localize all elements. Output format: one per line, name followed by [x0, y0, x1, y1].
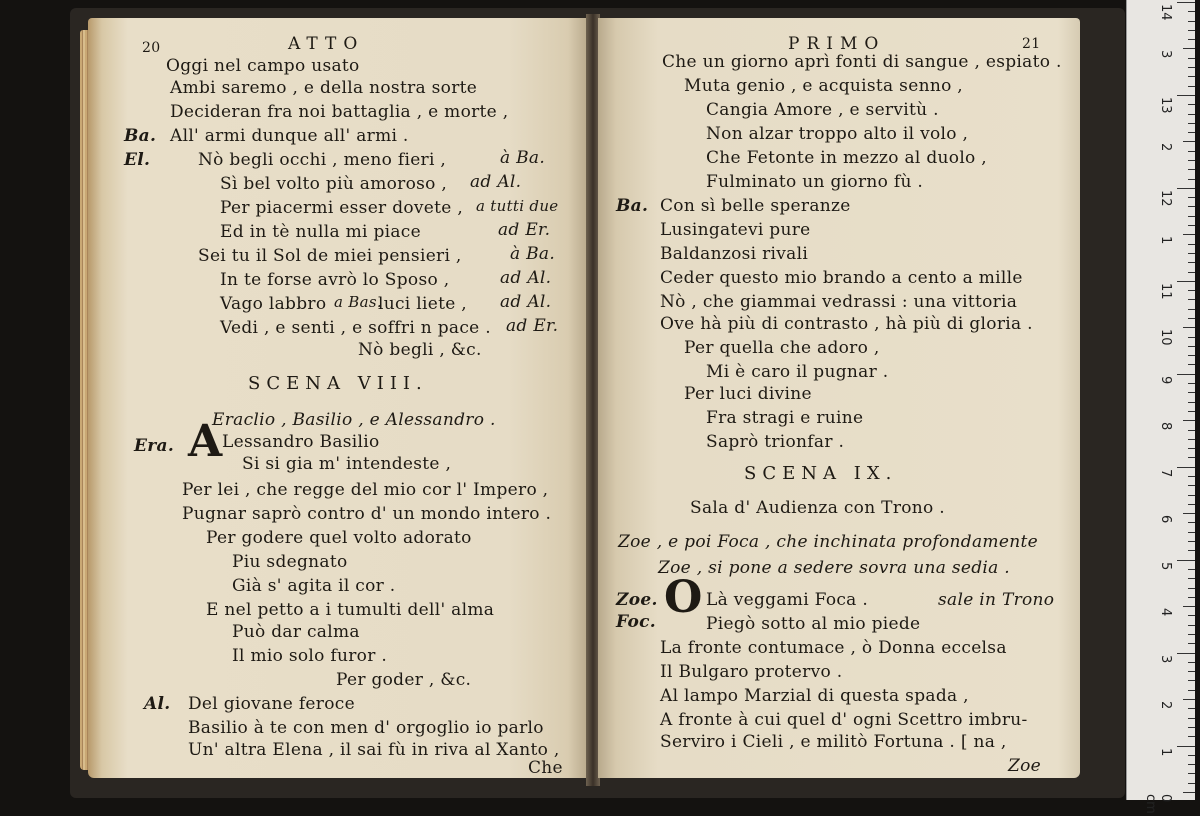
verse-line: Per goder , &c. — [336, 670, 472, 690]
ruler-tick — [1188, 764, 1195, 765]
ruler-tick — [1183, 234, 1195, 235]
speaker-label: Al. — [144, 694, 171, 714]
ruler-tick — [1188, 643, 1195, 644]
ruler-tick — [1188, 132, 1195, 133]
ruler-tick — [1188, 39, 1195, 40]
ruler-tick — [1177, 188, 1195, 189]
ruler-tick — [1188, 114, 1195, 115]
verse-line: In te forse avrò lo Sposo , — [220, 270, 450, 290]
ruler-tick — [1188, 522, 1195, 523]
ruler-tick — [1188, 755, 1195, 756]
ruler-number: 8 — [1158, 422, 1173, 431]
ruler-tick — [1188, 67, 1195, 68]
ruler-tick — [1177, 374, 1195, 375]
ruler-number: 1 — [1158, 747, 1173, 756]
ruler-tick — [1188, 309, 1195, 310]
ruler-tick — [1188, 253, 1195, 254]
verse-line: Decideran fra noi battaglia , e morte , — [170, 102, 509, 122]
ruler-tick — [1188, 457, 1195, 458]
verse-line: All' armi dunque all' armi . — [170, 126, 409, 146]
ruler-tick — [1188, 346, 1195, 347]
verse-line: Piegò sotto al mio piede — [706, 614, 921, 634]
verse-line: Ambi saremo , e della nostra sorte — [170, 78, 478, 98]
ruler-tick — [1188, 736, 1195, 737]
ruler-tick — [1183, 141, 1195, 142]
verse-line: Là veggami Foca . — [706, 590, 869, 610]
verse-line: Baldanzosi rivali — [660, 244, 809, 264]
verse-line: Per quella che adoro , — [684, 338, 880, 358]
ruler-tick — [1188, 402, 1195, 403]
stage-direction: à Ba. — [500, 148, 546, 168]
ruler-tick — [1188, 151, 1195, 152]
ruler-tick — [1188, 392, 1195, 393]
verse-line: Per piacermi esser dovete , — [220, 198, 464, 218]
ruler-number: 10 — [1158, 329, 1173, 346]
page-number: 21 — [1022, 36, 1041, 52]
ruler-tick — [1188, 123, 1195, 124]
verse-line: Serviro i Cieli , e militò Fortuna . [ na , — [660, 732, 1007, 752]
ruler-tick — [1188, 206, 1195, 207]
verse-line: Non alzar troppo alto il volo , — [706, 124, 969, 144]
ruler-tick — [1188, 355, 1195, 356]
ruler-tick — [1183, 699, 1195, 700]
speaker-label: Zoe. — [616, 590, 658, 610]
ruler-number: 12 — [1158, 189, 1173, 207]
verse-line: Che un giorno aprì fonti di sangue , espiato . — [662, 52, 1062, 72]
measuring-ruler — [1126, 0, 1195, 814]
verse-line: luci liete , — [378, 294, 467, 314]
ruler-tick — [1188, 680, 1195, 681]
verse-line: Sei tu il Sol de miei pensieri , — [198, 246, 462, 266]
verse-line: A fronte à cui quel d' ogni Scettro imbru- — [660, 710, 1028, 730]
speaker-label: Ba. — [124, 126, 157, 146]
ruler-tick — [1188, 225, 1195, 226]
verse-line: Al lampo Marzial di questa spada , — [660, 686, 969, 706]
verse-line: Vago labbro — [220, 294, 327, 314]
ruler-number: 4 — [1158, 608, 1173, 617]
drop-cap: O — [664, 572, 703, 623]
speaker-label: Era. — [134, 436, 175, 456]
stage-direction: ad Al. — [470, 172, 522, 192]
verse-line: Nò begli , &c. — [358, 340, 482, 360]
ruler-tick — [1188, 318, 1195, 319]
verse-line: Lusingatevi pure — [660, 220, 811, 240]
verse-line: Vedi , e senti , e soffri n pace . — [220, 318, 491, 338]
verse-line: Ceder questo mio brando a cento a mille — [660, 268, 1023, 288]
ruler-tick — [1188, 411, 1195, 412]
verse-line: Il Bulgaro protervo . — [660, 662, 843, 682]
ruler-tick — [1188, 495, 1195, 496]
ruler-tick — [1188, 11, 1195, 12]
ruler-tick — [1183, 420, 1195, 421]
ruler-tick — [1188, 690, 1195, 691]
verse-line: Saprò trionfar . — [706, 432, 845, 452]
ruler-tick — [1188, 448, 1195, 449]
stage-direction: a tutti due — [476, 197, 559, 215]
ruler-tick — [1188, 541, 1195, 542]
ruler-number: 0 cm — [1143, 794, 1173, 814]
scene-characters: Eraclio , Basilio , e Alessandro . — [212, 410, 496, 430]
stage-direction: Zoe , e poi Foca , che inchinata profondamente — [618, 532, 1038, 552]
running-head: ATTO — [288, 34, 365, 54]
scene-setting: Sala d' Audienza con Trono . — [690, 498, 945, 518]
verse-line: Un' altra Elena , il sai fù in riva al Xanto , — [188, 740, 560, 760]
ruler-tick — [1177, 2, 1195, 3]
speaker-label: Ba. — [616, 196, 649, 216]
verse-line: Ed in tè nulla mi piace — [220, 222, 421, 242]
ruler-number: 1 — [1158, 236, 1173, 245]
verse-line: Per luci divine — [684, 384, 812, 404]
ruler-number: 14 — [1158, 4, 1173, 21]
ruler-tick — [1188, 216, 1195, 217]
ruler-tick — [1188, 262, 1195, 263]
ruler-tick — [1188, 615, 1195, 616]
verse-line: Fulminato un giorno fù . — [706, 172, 924, 192]
ruler-tick — [1188, 476, 1195, 477]
verse-line: Nò , che giammai vedrassi : una vittoria — [660, 292, 1018, 312]
speaker-label: Foc. — [616, 612, 656, 632]
ruler-tick — [1188, 504, 1195, 505]
verse-line: Cangia Amore , e servitù . — [706, 100, 939, 120]
stage-direction: Zoe , si pone a sedere sovra una sedia . — [658, 558, 1010, 578]
ruler-tick — [1183, 513, 1195, 514]
ruler-tick — [1183, 48, 1195, 49]
ruler-tick — [1188, 625, 1195, 626]
stage-direction: à Ba. — [510, 244, 556, 264]
drop-cap: A — [188, 416, 223, 467]
ruler-tick — [1188, 364, 1195, 365]
ruler-tick — [1188, 773, 1195, 774]
ruler-tick — [1188, 578, 1195, 579]
ruler-number: 3 — [1158, 654, 1173, 663]
verse-line: Oggi nel campo usato — [166, 56, 360, 76]
verse-line: Con sì belle speranze — [660, 196, 851, 216]
ruler-number: 2 — [1158, 701, 1173, 710]
right-page — [598, 18, 1080, 778]
verse-line: Lessandro Basilio — [222, 432, 380, 452]
ruler-tick — [1188, 597, 1195, 598]
scene-heading: SCENA VIII. — [248, 373, 428, 394]
ruler-tick — [1177, 467, 1195, 468]
ruler-tick — [1188, 76, 1195, 77]
ruler-tick — [1188, 662, 1195, 663]
ruler-tick — [1177, 653, 1195, 654]
ruler-tick — [1188, 21, 1195, 22]
stage-direction: a Bas. — [334, 293, 382, 311]
ruler-tick — [1188, 290, 1195, 291]
left-page — [88, 18, 588, 778]
verse-line: Può dar calma — [232, 622, 360, 642]
ruler-tick — [1188, 485, 1195, 486]
ruler-tick — [1188, 104, 1195, 105]
verse-line: La fronte contumace , ò Donna eccelsa — [660, 638, 1007, 658]
running-head: PRIMO — [788, 34, 886, 54]
verse-line: Piu sdegnato — [232, 552, 348, 572]
ruler-tick — [1188, 244, 1195, 245]
ruler-number: 5 — [1158, 561, 1173, 570]
ruler-tick — [1188, 430, 1195, 431]
ruler-tick — [1188, 383, 1195, 384]
verse-line: Si si gia m' intendeste , — [242, 454, 452, 474]
verse-line: Sì bel volto più amoroso , — [220, 174, 448, 194]
ruler-tick — [1188, 708, 1195, 709]
ruler-tick — [1183, 606, 1195, 607]
ruler-number: 2 — [1158, 143, 1173, 152]
ruler-tick — [1188, 439, 1195, 440]
ruler-tick — [1177, 95, 1195, 96]
catchword: Zoe — [1008, 756, 1042, 776]
ruler-number: 13 — [1158, 96, 1173, 114]
ruler-tick — [1188, 337, 1195, 338]
ruler-number: 7 — [1158, 468, 1173, 477]
verse-line: Mi è caro il pugnar . — [706, 362, 889, 382]
stage-direction: ad Er. — [498, 220, 551, 240]
verse-line: Basilio à te con men d' orgoglio io parlo — [188, 718, 544, 738]
speaker-label: El. — [124, 150, 151, 170]
verse-line: Già s' agita il cor . — [232, 576, 396, 596]
ruler-tick — [1188, 179, 1195, 180]
verse-line: Il mio solo furor . — [232, 646, 388, 666]
ruler-tick — [1188, 86, 1195, 87]
stage-direction: sale in Trono — [938, 590, 1055, 610]
ruler-tick — [1183, 792, 1195, 793]
ruler-number: 3 — [1158, 50, 1173, 59]
ruler-number: 6 — [1158, 515, 1173, 524]
verse-line: E nel petto a i tumulti dell' alma — [206, 600, 495, 620]
verse-line: Nò begli occhi , meno fieri , — [198, 150, 447, 170]
ruler-tick — [1188, 671, 1195, 672]
verse-line: Ove hà più di contrasto , hà più di gloria . — [660, 314, 1033, 334]
ruler-number: 9 — [1158, 375, 1173, 385]
ruler-tick — [1188, 550, 1195, 551]
catchword: Che — [528, 758, 563, 778]
verse-line: Pugnar saprò contro d' un mondo intero . — [182, 504, 552, 524]
verse-line: Per lei , che regge del mio cor l' Impero , — [182, 480, 549, 500]
scene-heading: SCENA IX. — [744, 463, 898, 484]
ruler-tick — [1188, 169, 1195, 170]
ruler-tick — [1177, 281, 1195, 282]
verse-line: Fra stragi e ruine — [706, 408, 864, 428]
page-number: 20 — [142, 40, 161, 56]
ruler-tick — [1188, 569, 1195, 570]
stage-direction: ad Al. — [500, 292, 552, 312]
verse-line: Che Fetonte in mezzo al duolo , — [706, 148, 988, 168]
ruler-tick — [1177, 746, 1195, 747]
ruler-number: 11 — [1158, 282, 1173, 300]
verse-line: Per godere quel volto adorato — [206, 528, 472, 548]
ruler-tick — [1188, 727, 1195, 728]
ruler-tick — [1188, 197, 1195, 198]
ruler-tick — [1183, 327, 1195, 328]
stage-direction: ad Er. — [506, 316, 559, 336]
ruler-tick — [1177, 560, 1195, 561]
stage-direction: ad Al. — [500, 268, 552, 288]
ruler-tick — [1188, 588, 1195, 589]
ruler-tick — [1188, 272, 1195, 273]
ruler-tick — [1188, 299, 1195, 300]
ruler-tick — [1188, 634, 1195, 635]
ruler-tick — [1188, 160, 1195, 161]
ruler-tick — [1188, 718, 1195, 719]
ruler-tick — [1188, 532, 1195, 533]
ruler-tick — [1188, 783, 1195, 784]
verse-line: Muta genio , e acquista senno , — [684, 76, 964, 96]
ruler-tick — [1188, 30, 1195, 31]
verse-line: Del giovane feroce — [188, 694, 355, 714]
ruler-tick — [1188, 58, 1195, 59]
